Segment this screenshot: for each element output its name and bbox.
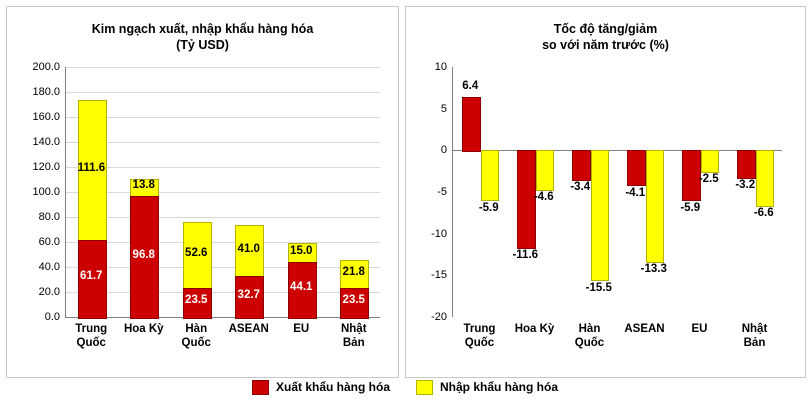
x-axis-label — [452, 323, 507, 350]
bar-label-import: -6.6 — [753, 207, 774, 220]
x-axis-label-line: Trung — [463, 323, 496, 335]
bar-label-import: -5.9 — [478, 201, 499, 214]
bar-label-import: -2.5 — [698, 173, 719, 186]
y-axis-right — [452, 67, 453, 317]
gridline-left — [65, 242, 380, 243]
y-tick-left: 200.0 — [32, 61, 60, 73]
x-axis-label-line: ASEAN — [624, 323, 665, 335]
chart-title-left-line2: (Tỷ USD) — [176, 38, 229, 52]
bar-label-export: 23.5 — [185, 294, 208, 307]
x-axis-label-line: ASEAN — [228, 323, 269, 335]
bar-label-export: 23.5 — [342, 294, 365, 307]
gridline-left — [65, 292, 380, 293]
chart-title-left — [7, 21, 398, 53]
x-axis-label-line: Hoa Kỳ — [123, 323, 164, 335]
y-tick-left: 20.0 — [38, 286, 60, 298]
bar-label-import: -13.3 — [640, 263, 667, 276]
legend-swatch-export-icon — [252, 380, 269, 395]
y-tick-left: 0.0 — [44, 311, 60, 323]
bar-label-export: -4.1 — [625, 186, 646, 199]
x-axis-label — [617, 323, 672, 337]
chart-title-right-line1: Tốc độ tăng/giảm — [553, 22, 658, 36]
gridline-left — [65, 192, 380, 193]
bar-label-import: 52.6 — [185, 246, 208, 259]
x-axis-label-line: Nhật — [741, 323, 768, 335]
x-axis-label — [170, 323, 223, 350]
y-tick-left: 80.0 — [38, 211, 60, 223]
bar-label-import: 41.0 — [237, 242, 260, 255]
y-tick-right: -10 — [431, 227, 447, 240]
plot-area-left — [32, 61, 380, 323]
plot-area-right — [431, 61, 782, 323]
bar-label-export: 44.1 — [290, 281, 313, 294]
bar-label-import: 13.8 — [132, 179, 155, 192]
x-axis-label — [727, 323, 782, 350]
chart-legend — [0, 376, 810, 398]
bar-label-import: -4.6 — [533, 190, 554, 203]
chart-panel-right — [405, 6, 806, 378]
bar-label-export: -11.6 — [512, 249, 539, 261]
bar-export — [627, 150, 646, 186]
bar-label-import: 15.0 — [290, 244, 313, 257]
x-axis-left — [65, 317, 380, 318]
y-tick-left: 160.0 — [32, 111, 60, 123]
bar-label-export: -3.4 — [570, 180, 591, 193]
x-axis-label-line: Nhật — [340, 323, 367, 335]
y-tick-right: 5 — [440, 102, 447, 115]
chart-title-right-line2: so với năm trước (%) — [542, 38, 669, 52]
bar-import — [646, 150, 665, 263]
bar-label-export: 61.7 — [80, 270, 103, 283]
bar-label-import: -15.5 — [585, 281, 612, 294]
y-tick-left: 120.0 — [32, 161, 60, 173]
bar-label-import: 21.8 — [342, 266, 365, 278]
gridline-left — [65, 117, 380, 118]
legend-label-import: Nhập khẩu hàng hóa — [440, 380, 559, 394]
x-axis-label-line: Quốc — [574, 336, 605, 349]
gridline-left — [65, 92, 380, 93]
chart-title-right — [406, 21, 805, 53]
y-tick-left: 60.0 — [38, 236, 60, 248]
legend-label-export: Xuất khẩu hàng hóa — [275, 380, 390, 394]
x-axis-label-line: Hàn — [185, 323, 208, 335]
x-axis-label-line: Quốc — [76, 336, 106, 349]
x-axis-label-line: EU — [691, 323, 708, 335]
y-tick-right: -20 — [431, 311, 447, 323]
bar-import — [481, 150, 500, 201]
gridline-left — [65, 142, 380, 143]
y-tick-right: -15 — [431, 269, 447, 282]
legend-swatch-import-icon — [416, 380, 433, 395]
bar-import — [536, 150, 555, 190]
y-tick-right: 10 — [434, 61, 447, 73]
legend-item-export — [252, 380, 390, 395]
x-axis-label-line: Bản — [342, 336, 365, 349]
gridline-left — [65, 67, 380, 68]
y-tick-right: 0 — [440, 144, 447, 157]
x-axis-label-line: Quốc — [181, 336, 211, 349]
x-axis-label-line: Hoa Kỳ — [514, 323, 555, 335]
bar-label-export: -5.9 — [680, 201, 701, 214]
bar-export — [572, 150, 591, 180]
x-axis-label — [672, 323, 727, 337]
x-axis-right — [452, 150, 782, 151]
bar-label-import: 111.6 — [77, 162, 106, 175]
x-axis-label-line: Trung — [75, 323, 108, 335]
chart-panel-left — [6, 6, 399, 378]
x-axis-label — [507, 323, 562, 337]
bar-label-export: -3.2 — [735, 179, 756, 191]
gridline-left — [65, 267, 380, 268]
bar-export — [462, 97, 481, 152]
x-axis-label — [118, 323, 171, 337]
x-axis-label — [328, 323, 381, 350]
bar-label-export: 96.8 — [132, 248, 155, 261]
x-axis-label-line: Hàn — [578, 323, 601, 335]
y-tick-left: 40.0 — [38, 261, 60, 273]
y-tick-right: -5 — [437, 186, 447, 198]
y-tick-left: 180.0 — [32, 86, 60, 98]
bar-label-export: 6.4 — [462, 80, 479, 92]
bar-export — [737, 150, 756, 179]
gridline-left — [65, 167, 380, 168]
y-tick-left: 140.0 — [32, 136, 60, 148]
x-axis-label — [223, 323, 276, 337]
y-axis-left — [65, 67, 66, 317]
legend-item-import — [416, 380, 558, 395]
bar-import — [591, 150, 610, 281]
x-axis-label-line: Bản — [743, 336, 766, 349]
x-axis-label-line: EU — [293, 323, 310, 335]
x-axis-label — [275, 323, 328, 337]
bar-import — [701, 150, 720, 173]
y-tick-left: 100.0 — [32, 186, 60, 198]
bar-label-export: 32.7 — [237, 288, 260, 301]
gridline-left — [65, 217, 380, 218]
chart-title-left-line1: Kim ngạch xuất, nhập khẩu hàng hóa — [91, 22, 314, 36]
x-axis-label — [562, 323, 617, 350]
x-axis-label-line: Quốc — [464, 336, 495, 349]
x-axis-label — [65, 323, 118, 350]
